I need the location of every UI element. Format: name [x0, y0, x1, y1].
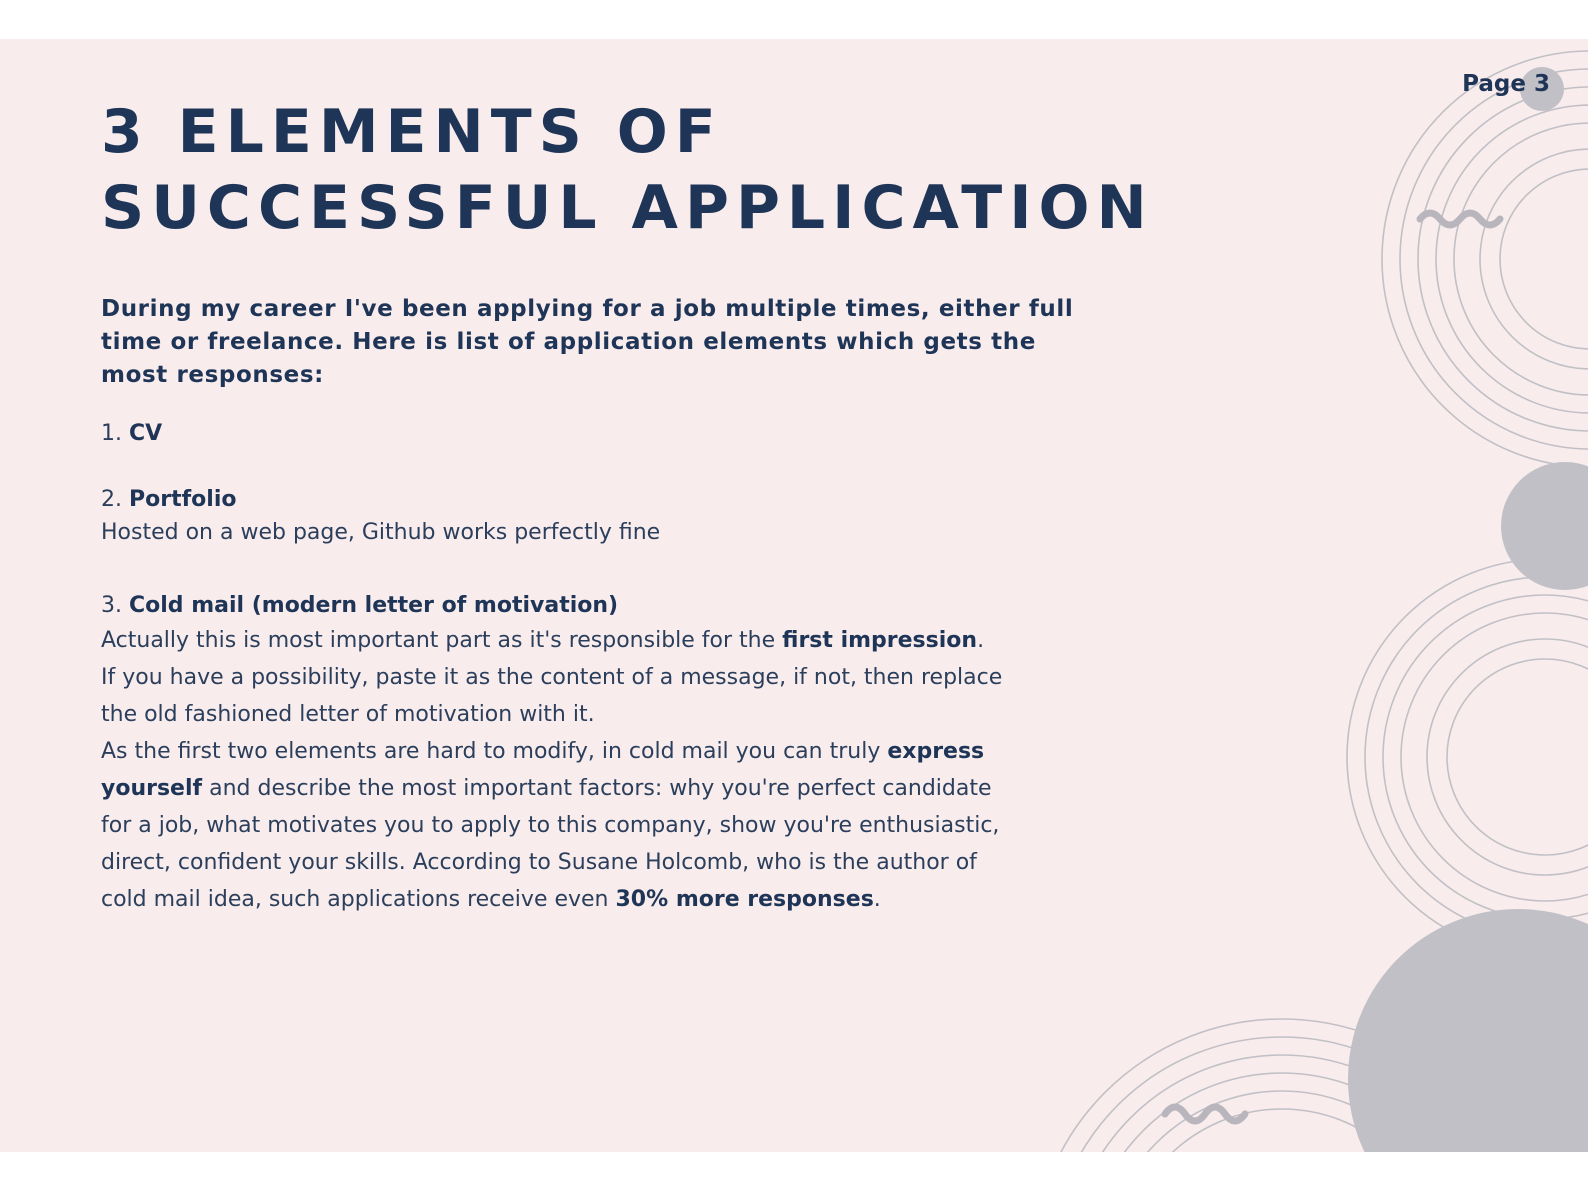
list-item-heading: [101, 589, 1061, 622]
desc-text: As the first two elements are hard to modify, in cold mail you can truly: [101, 739, 888, 764]
desc-line: for a job, what motivates you to apply to this company, show you're enthusiastic,: [101, 813, 1000, 838]
desc-emphasis: yourself: [101, 776, 203, 801]
solid-circle-bottom: [1348, 909, 1588, 1152]
title-line-2: SUCCESSFUL APPLICATION: [101, 173, 1154, 243]
desc-line: the old fashioned letter of motivation with it.: [101, 702, 595, 727]
desc-line: [101, 622, 1061, 659]
list-item-number: 2.: [101, 487, 122, 512]
desc-text: .: [977, 628, 985, 653]
desc-line: If you have a possibility, paste it as the content of a message, if not, then replace: [101, 665, 1003, 690]
desc-text: and describe the most important factors: why you're perfect candidate: [202, 776, 992, 801]
list-item-name: Cold mail (modern letter of motivation): [129, 593, 619, 618]
desc-text: Actually this is most important part as it's responsible for the: [101, 628, 783, 653]
list-item: [101, 417, 1061, 450]
list-item-heading: [101, 417, 1061, 450]
solid-circle-middle: [1501, 462, 1588, 590]
list-item-description: [101, 622, 1061, 918]
slide-page: [0, 39, 1588, 1152]
desc-line: [101, 881, 1061, 918]
concentric-rings-top-right: [1382, 51, 1588, 467]
list-item-description: Hosted on a web page, Github works perfectly fine: [101, 520, 661, 545]
list-item-name: Portfolio: [129, 487, 237, 512]
desc-emphasis: 30% more responses: [615, 887, 874, 912]
list-item-name: CV: [129, 421, 163, 446]
list-item-number: 3.: [101, 593, 122, 618]
list-item-heading: [101, 483, 1061, 516]
desc-emphasis: first impression: [782, 628, 978, 653]
list-item-number: 1.: [101, 421, 122, 446]
desc-line: direct, confident your skills. According to Susane Holcomb, who is the author of: [101, 850, 977, 875]
list-item: [101, 589, 1061, 918]
zigzag-bottom: [1165, 1107, 1245, 1121]
desc-text: cold mail idea, such applications receive even: [101, 887, 616, 912]
desc-line: [101, 733, 1061, 770]
desc-text: .: [873, 887, 881, 912]
desc-line: [101, 770, 1061, 807]
list-item: [101, 483, 1061, 549]
intro-paragraph: During my career I've been applying for a job multiple times, either full time or freelance. Here is list of application elements which gets the most responses:: [101, 296, 1074, 388]
concentric-rings-middle: [1347, 559, 1588, 955]
page-title: [101, 94, 1154, 246]
title-line-1: 3 ELEMENTS OF: [101, 97, 723, 167]
desc-emphasis: express: [887, 739, 985, 764]
page-number: Page 3: [1462, 71, 1550, 97]
